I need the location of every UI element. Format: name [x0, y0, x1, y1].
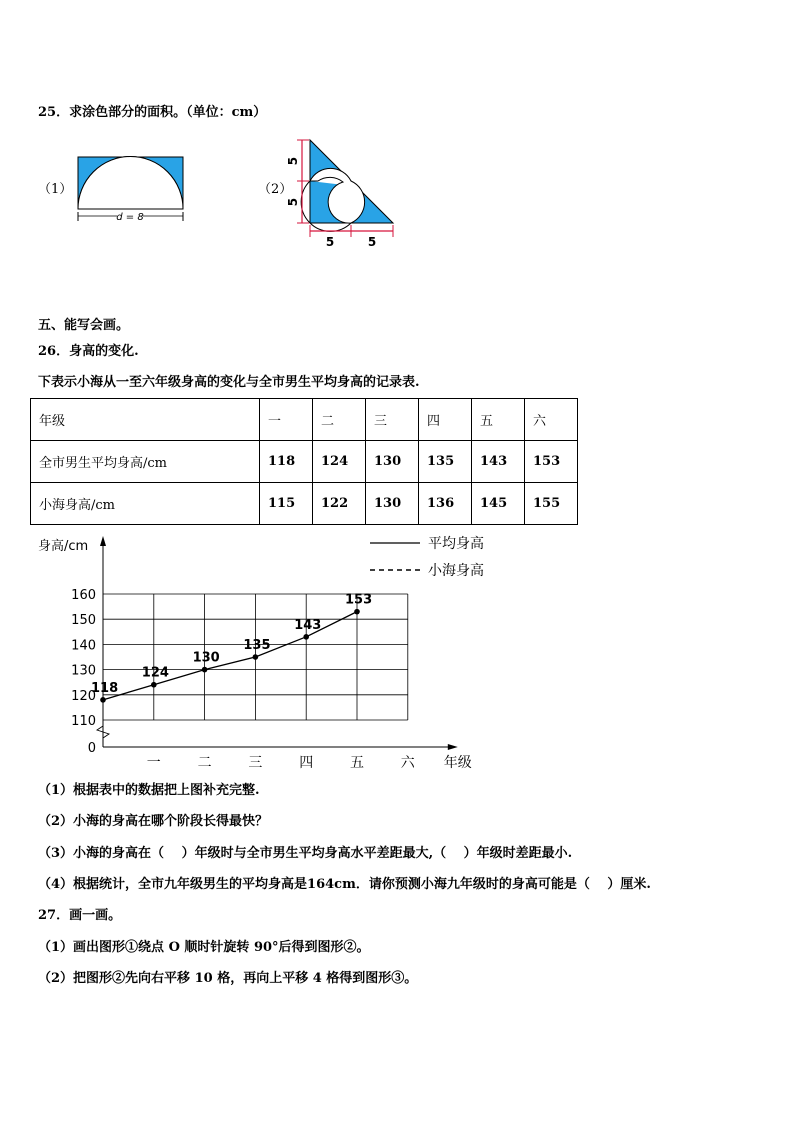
table-cell: 135: [419, 441, 472, 483]
data-point: [202, 667, 208, 673]
q27-item-2: （2）把图形②先向右平移 10 格，再向上平移 4 格得到图形③。: [38, 971, 418, 986]
x-axis-label: 年级: [443, 755, 472, 771]
table-cell: 五: [472, 399, 525, 441]
table-cell: 118: [260, 441, 313, 483]
data-point: [253, 654, 259, 660]
q26-question-4: （4）根据统计，全市九年级男生的平均身高是164cm．请你预测小海九年级时的身高可能是（ ）厘米.: [38, 877, 651, 892]
q25-title: 25．求涂色部分的面积。（单位：cm）: [38, 105, 267, 120]
y-tick-label: 150: [71, 613, 96, 629]
x-tick-label: 三: [248, 755, 263, 771]
table-cell: 155: [525, 483, 578, 525]
x-axis-arrow: [448, 744, 458, 750]
data-label: 143: [294, 617, 322, 633]
data-point: [151, 682, 157, 688]
y-axis-label: 身高/cm: [38, 539, 89, 554]
data-label: 124: [141, 665, 169, 681]
table-cell: 二: [313, 399, 366, 441]
data-point: [303, 634, 309, 640]
q26-question-1: （1）根据表中的数据把上图补充完整.: [38, 783, 260, 798]
y-tick-label: 0: [87, 741, 96, 756]
data-label: 130: [192, 650, 220, 666]
table-cell: 三: [366, 399, 419, 441]
y-tick-label: 160: [71, 588, 96, 603]
data-point: [100, 697, 106, 703]
data-label: 135: [243, 638, 271, 653]
q26-intro: 下表示小海从一至六年级身高的变化与全市男生平均身高的记录表.: [38, 375, 420, 390]
y-tick-label: 120: [71, 688, 96, 704]
fig1-dim-label: d = 8: [116, 212, 144, 223]
data-label: 118: [91, 680, 119, 696]
x-tick-label: 六: [400, 755, 415, 771]
y-axis-arrow: [100, 536, 106, 546]
y-tick-label: 110: [71, 714, 96, 729]
data-label: 153: [345, 592, 373, 608]
fig1-label: （1）: [38, 182, 73, 197]
table-cell: 六: [525, 399, 578, 441]
table-cell: 四: [419, 399, 472, 441]
table-cell: 小海身高/cm: [31, 483, 260, 525]
q26-question-2: （2）小海的身高在哪个阶段长得最快？: [38, 814, 269, 829]
table-cell: 153: [525, 441, 578, 483]
x-tick-label: 一: [146, 755, 161, 771]
fig2-label: （2）: [258, 182, 293, 197]
table-row: [31, 483, 578, 525]
fig2-dim-bottom-right: 5: [367, 235, 377, 249]
section-5-heading: 五、能写会画。: [38, 318, 130, 333]
table-cell: 一: [260, 399, 313, 441]
height-record-table: [30, 398, 578, 525]
legend-label: 小海身高: [428, 563, 484, 579]
table-cell: 130: [366, 483, 419, 525]
table-row: [31, 441, 578, 483]
q26-question-3: （3）小海的身高在（ ）年级时与全市男生平均身高水平差距最大,（ ）年级时差距最小.: [38, 846, 573, 861]
legend-label: 平均身高: [428, 536, 484, 552]
x-tick-label: 四: [299, 755, 314, 771]
table-cell: 143: [472, 441, 525, 483]
fig2-dim-bottom-left: 5: [325, 235, 335, 249]
table-cell: 122: [313, 483, 366, 525]
table-cell: 115: [260, 483, 313, 525]
y-tick-label: 140: [71, 638, 96, 654]
q27-item-1: （1）画出图形①绕点 O 顺时针旋转 90°后得到图形②。: [38, 940, 370, 955]
table-cell: 124: [313, 441, 366, 483]
table-cell: 136: [419, 483, 472, 525]
table-cell: 145: [472, 483, 525, 525]
data-point: [354, 609, 360, 615]
q26-title: 26．身高的变化.: [38, 344, 139, 359]
table-header-row: [31, 399, 578, 441]
x-tick-label: 二: [197, 755, 212, 771]
figure-2-triangle: [285, 135, 395, 250]
height-line-chart: [30, 530, 510, 775]
q27-title: 27．画一画。: [38, 908, 122, 923]
y-tick-label: 130: [71, 663, 96, 679]
table-cell: 130: [366, 441, 419, 483]
table-cell: 年级: [31, 399, 260, 441]
fig2-dim-left-bottom: 5: [286, 197, 300, 207]
x-tick-label: 五: [350, 755, 364, 771]
fig2-dim-left-top: 5: [286, 156, 300, 166]
table-cell: 全市男生平均身高/cm: [31, 441, 260, 483]
figure-1-semicircle: [75, 155, 185, 225]
